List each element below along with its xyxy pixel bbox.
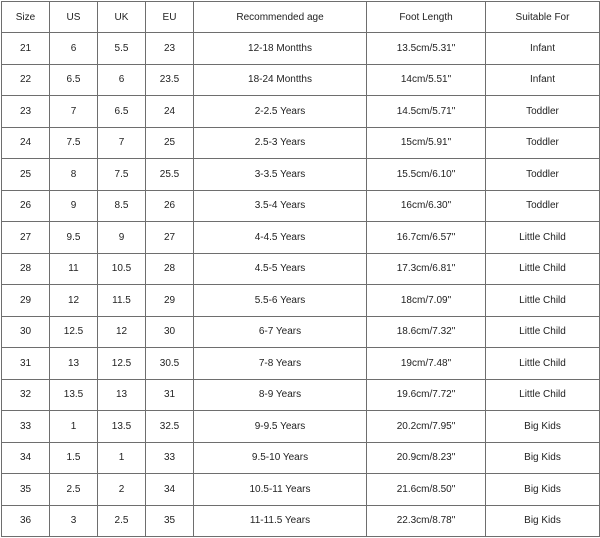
uk-cell: 1 bbox=[98, 442, 146, 474]
uk-cell: 6.5 bbox=[98, 96, 146, 128]
us-cell: 3 bbox=[50, 505, 98, 537]
us-cell: 6 bbox=[50, 33, 98, 65]
eu-cell: 23 bbox=[146, 33, 194, 65]
uk-cell: 12.5 bbox=[98, 348, 146, 380]
suitable-for-cell: Little Child bbox=[486, 379, 600, 411]
size-chart-table bbox=[1, 1, 600, 537]
eu-cell: 33 bbox=[146, 442, 194, 474]
eu-cell: 27 bbox=[146, 222, 194, 254]
age-cell: 18-24 Montths bbox=[194, 64, 367, 96]
uk-cell: 2.5 bbox=[98, 505, 146, 537]
table-row bbox=[2, 222, 600, 254]
foot-length-cell: 19.6cm/7.72" bbox=[367, 379, 486, 411]
header-row bbox=[2, 2, 600, 33]
table-row bbox=[2, 348, 600, 380]
eu-cell: 24 bbox=[146, 96, 194, 128]
age-cell: 7-8 Years bbox=[194, 348, 367, 380]
uk-cell: 11.5 bbox=[98, 285, 146, 317]
table-row bbox=[2, 285, 600, 317]
uk-cell: 5.5 bbox=[98, 33, 146, 65]
table-body bbox=[2, 33, 600, 537]
us-cell: 6.5 bbox=[50, 64, 98, 96]
eu-cell: 32.5 bbox=[146, 411, 194, 443]
foot-length-cell: 14.5cm/5.71" bbox=[367, 96, 486, 128]
suitable-for-cell: Little Child bbox=[486, 348, 600, 380]
us-cell: 12 bbox=[50, 285, 98, 317]
table-row bbox=[2, 411, 600, 443]
uk-cell: 12 bbox=[98, 316, 146, 348]
suitable-for-cell: Big Kids bbox=[486, 442, 600, 474]
eu-cell: 35 bbox=[146, 505, 194, 537]
size-cell: 34 bbox=[2, 442, 50, 474]
age-cell: 5.5-6 Years bbox=[194, 285, 367, 317]
age-cell: 9-9.5 Years bbox=[194, 411, 367, 443]
size-cell: 21 bbox=[2, 33, 50, 65]
table-header bbox=[2, 2, 600, 33]
size-cell: 28 bbox=[2, 253, 50, 285]
us-cell: 13.5 bbox=[50, 379, 98, 411]
us-cell: 2.5 bbox=[50, 474, 98, 506]
table-row bbox=[2, 316, 600, 348]
foot-length-cell: 22.3cm/8.78" bbox=[367, 505, 486, 537]
size-cell: 35 bbox=[2, 474, 50, 506]
size-cell: 26 bbox=[2, 190, 50, 222]
header-uk: UK bbox=[98, 2, 146, 33]
uk-cell: 7 bbox=[98, 127, 146, 159]
suitable-for-cell: Big Kids bbox=[486, 474, 600, 506]
uk-cell: 13 bbox=[98, 379, 146, 411]
age-cell: 8-9 Years bbox=[194, 379, 367, 411]
table-row bbox=[2, 190, 600, 222]
suitable-for-cell: Little Child bbox=[486, 253, 600, 285]
age-cell: 3-3.5 Years bbox=[194, 159, 367, 191]
size-cell: 33 bbox=[2, 411, 50, 443]
uk-cell: 10.5 bbox=[98, 253, 146, 285]
table-row bbox=[2, 253, 600, 285]
uk-cell: 2 bbox=[98, 474, 146, 506]
us-cell: 12.5 bbox=[50, 316, 98, 348]
suitable-for-cell: Toddler bbox=[486, 159, 600, 191]
table-row bbox=[2, 96, 600, 128]
eu-cell: 31 bbox=[146, 379, 194, 411]
size-cell: 32 bbox=[2, 379, 50, 411]
table-row bbox=[2, 33, 600, 65]
foot-length-cell: 20.2cm/7.95" bbox=[367, 411, 486, 443]
foot-length-cell: 15.5cm/6.10" bbox=[367, 159, 486, 191]
suitable-for-cell: Little Child bbox=[486, 222, 600, 254]
header-eu: EU bbox=[146, 2, 194, 33]
table-row bbox=[2, 474, 600, 506]
size-cell: 23 bbox=[2, 96, 50, 128]
table-row bbox=[2, 379, 600, 411]
us-cell: 11 bbox=[50, 253, 98, 285]
eu-cell: 26 bbox=[146, 190, 194, 222]
foot-length-cell: 21.6cm/8.50" bbox=[367, 474, 486, 506]
us-cell: 9 bbox=[50, 190, 98, 222]
eu-cell: 30 bbox=[146, 316, 194, 348]
size-cell: 27 bbox=[2, 222, 50, 254]
foot-length-cell: 14cm/5.51" bbox=[367, 64, 486, 96]
size-cell: 36 bbox=[2, 505, 50, 537]
foot-length-cell: 18cm/7.09" bbox=[367, 285, 486, 317]
age-cell: 4-4.5 Years bbox=[194, 222, 367, 254]
header-us: US bbox=[50, 2, 98, 33]
suitable-for-cell: Infant bbox=[486, 64, 600, 96]
suitable-for-cell: Little Child bbox=[486, 285, 600, 317]
table-row bbox=[2, 64, 600, 96]
us-cell: 1 bbox=[50, 411, 98, 443]
age-cell: 11-11.5 Years bbox=[194, 505, 367, 537]
eu-cell: 28 bbox=[146, 253, 194, 285]
table-row bbox=[2, 159, 600, 191]
us-cell: 1.5 bbox=[50, 442, 98, 474]
uk-cell: 9 bbox=[98, 222, 146, 254]
suitable-for-cell: Toddler bbox=[486, 96, 600, 128]
size-cell: 30 bbox=[2, 316, 50, 348]
size-cell: 31 bbox=[2, 348, 50, 380]
foot-length-cell: 16cm/6.30" bbox=[367, 190, 486, 222]
age-cell: 4.5-5 Years bbox=[194, 253, 367, 285]
eu-cell: 25 bbox=[146, 127, 194, 159]
uk-cell: 13.5 bbox=[98, 411, 146, 443]
age-cell: 10.5-11 Years bbox=[194, 474, 367, 506]
age-cell: 3.5-4 Years bbox=[194, 190, 367, 222]
eu-cell: 25.5 bbox=[146, 159, 194, 191]
age-cell: 9.5-10 Years bbox=[194, 442, 367, 474]
suitable-for-cell: Big Kids bbox=[486, 411, 600, 443]
header-foot-length: Foot Length bbox=[367, 2, 486, 33]
foot-length-cell: 17.3cm/6.81" bbox=[367, 253, 486, 285]
age-cell: 6-7 Years bbox=[194, 316, 367, 348]
foot-length-cell: 13.5cm/5.31" bbox=[367, 33, 486, 65]
foot-length-cell: 16.7cm/6.57" bbox=[367, 222, 486, 254]
size-cell: 24 bbox=[2, 127, 50, 159]
age-cell: 2-2.5 Years bbox=[194, 96, 367, 128]
suitable-for-cell: Big Kids bbox=[486, 505, 600, 537]
eu-cell: 29 bbox=[146, 285, 194, 317]
eu-cell: 23.5 bbox=[146, 64, 194, 96]
age-cell: 12-18 Montths bbox=[194, 33, 367, 65]
size-cell: 22 bbox=[2, 64, 50, 96]
us-cell: 7 bbox=[50, 96, 98, 128]
header-recommended-age: Recommended age bbox=[194, 2, 367, 33]
suitable-for-cell: Little Child bbox=[486, 316, 600, 348]
eu-cell: 30.5 bbox=[146, 348, 194, 380]
table-row bbox=[2, 127, 600, 159]
uk-cell: 6 bbox=[98, 64, 146, 96]
header-size: Size bbox=[2, 2, 50, 33]
age-cell: 2.5-3 Years bbox=[194, 127, 367, 159]
uk-cell: 7.5 bbox=[98, 159, 146, 191]
foot-length-cell: 19cm/7.48" bbox=[367, 348, 486, 380]
table-row bbox=[2, 505, 600, 537]
foot-length-cell: 18.6cm/7.32" bbox=[367, 316, 486, 348]
header-suitable-for: Suitable For bbox=[486, 2, 600, 33]
size-cell: 25 bbox=[2, 159, 50, 191]
table-row bbox=[2, 442, 600, 474]
us-cell: 7.5 bbox=[50, 127, 98, 159]
us-cell: 9.5 bbox=[50, 222, 98, 254]
size-cell: 29 bbox=[2, 285, 50, 317]
eu-cell: 34 bbox=[146, 474, 194, 506]
suitable-for-cell: Toddler bbox=[486, 127, 600, 159]
suitable-for-cell: Toddler bbox=[486, 190, 600, 222]
foot-length-cell: 20.9cm/8.23" bbox=[367, 442, 486, 474]
us-cell: 8 bbox=[50, 159, 98, 191]
foot-length-cell: 15cm/5.91" bbox=[367, 127, 486, 159]
us-cell: 13 bbox=[50, 348, 98, 380]
suitable-for-cell: Infant bbox=[486, 33, 600, 65]
uk-cell: 8.5 bbox=[98, 190, 146, 222]
